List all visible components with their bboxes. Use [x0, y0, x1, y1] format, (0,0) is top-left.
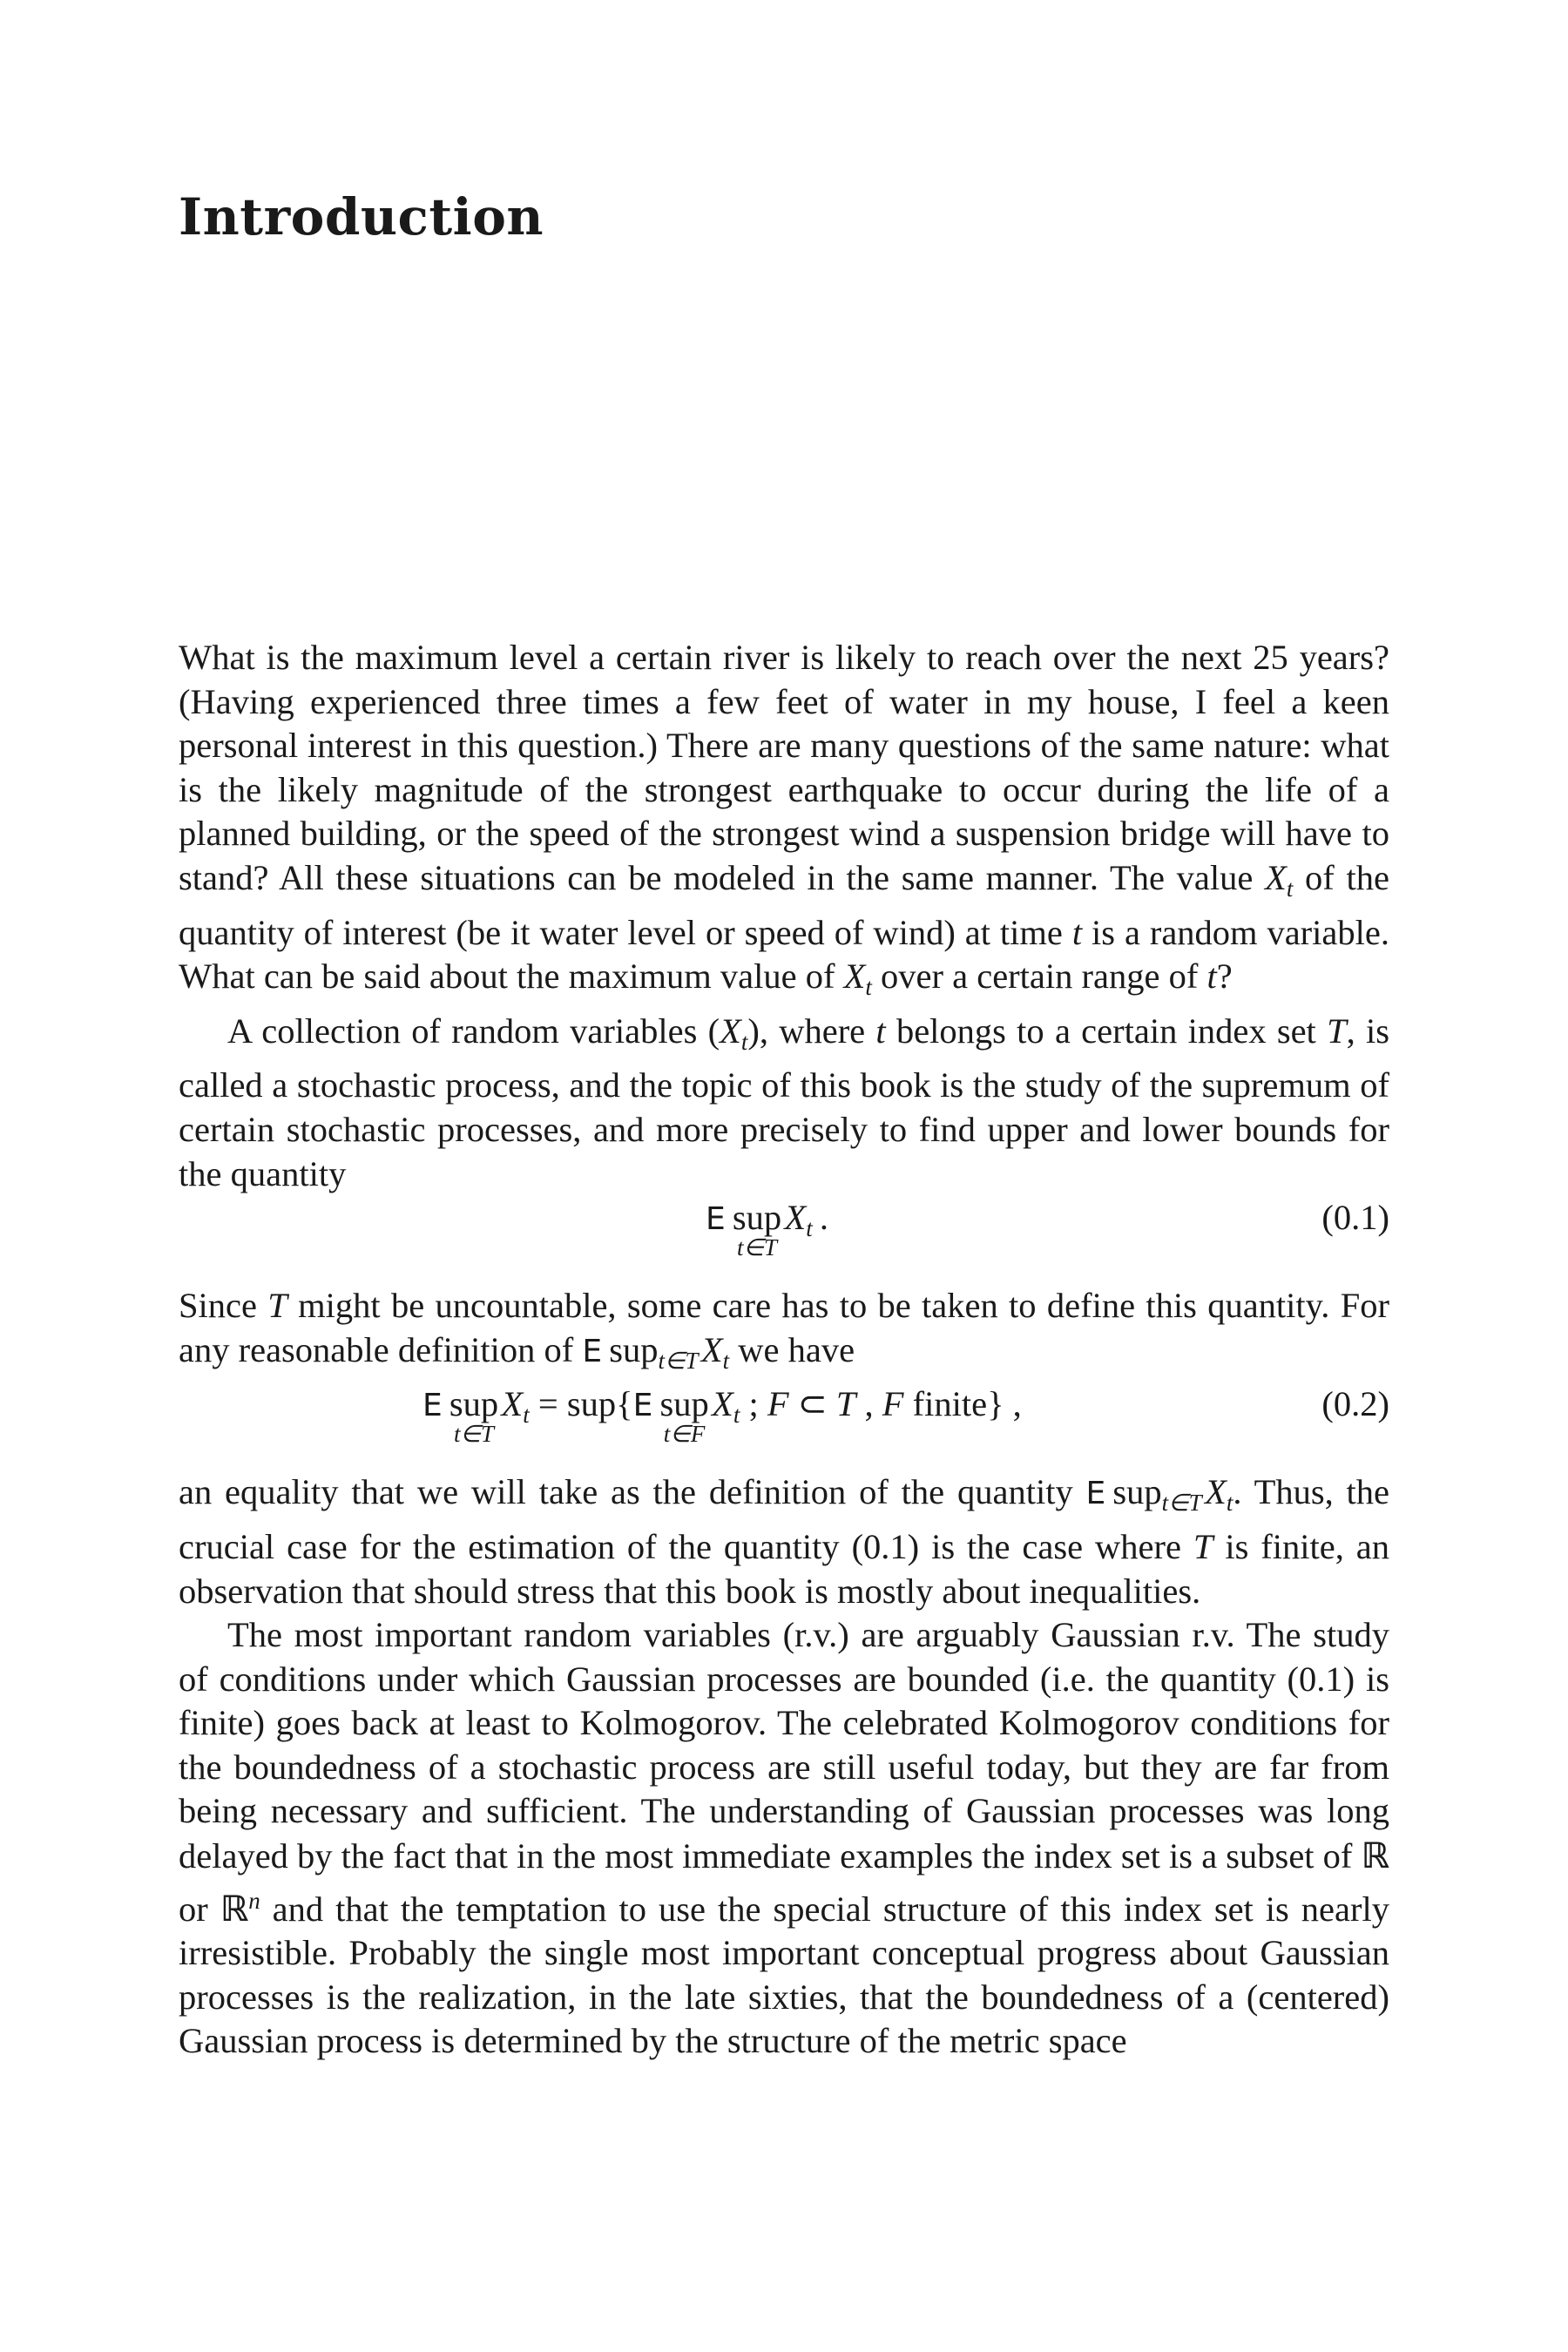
chapter-heading: Introduction: [179, 187, 544, 247]
math-x-t: $X_t$: [720, 1010, 748, 1055]
math-e-sup: E sup$_{t\in T}$ $X_t$: [1085, 1472, 1233, 1517]
paragraph-2-text: A collection of random variables (: [227, 1010, 720, 1051]
paragraph-2: [179, 1010, 1389, 1196]
paragraph-2-text-b: ), where: [747, 1010, 876, 1051]
paragraph-3-text-c: we have: [729, 1329, 855, 1369]
paragraph-3-text: Since: [179, 1286, 268, 1326]
paragraph-1-text: What is the maximum level a certain river is likely to reach over the next 25 years? (Having experienced three times a few feet of water in my house, I feel a keen personal interest in this question.) There are many questions of the same nature: what is the likely magnitude of the strongest earthquake to occur during the life of a planned building, or the speed of the strongest wind a suspension bridge will have to stand? All these situations can be modeled in the same manner. The value: [179, 638, 1389, 897]
math-t: t: [875, 1010, 886, 1051]
math-T: T: [1327, 1010, 1347, 1051]
paragraph-5: [179, 1613, 1389, 2064]
paragraph-1-text-c: is a random variable. What can be said about the maximum value of: [179, 912, 1390, 997]
equation-0-1: [179, 1196, 1389, 1284]
paragraph-1-text-b: of the quantity of interest (be it water level or speed of wind) at time: [179, 857, 1389, 952]
math-x-t: $X_t$: [843, 956, 872, 1001]
paragraph-5-text-c: and that the temptation to use the special structure of this index set is nearly irresistible. Probably the single most important conceptual progress about Gaussian processes is the realization, in the late sixties, that the boundedness of a (centered) Gaussian process is determined by the structure of the metric space: [179, 1889, 1389, 2061]
body-text: [179, 636, 1389, 2064]
equation-number: (0.2): [1321, 1384, 1389, 1424]
paragraph-4-text: an equality that we will take as the definition of the quantity: [179, 1472, 1086, 1512]
math-T: T: [1193, 1526, 1213, 1566]
paragraph-4-text-b: Thus, the crucial case for the estimation of the quantity (0.1) is the case where: [179, 1472, 1389, 1566]
equation-0-1-body: E sup t∈T $X_t$ .: [706, 1198, 829, 1261]
math-e-sup: E sup$_{t\in T}$ $X_t$: [582, 1329, 730, 1374]
math-reals: ℝ: [1361, 1835, 1389, 1877]
paragraph-4-text-c: is finite, an observation that should stress that this book is mostly about inequalities.: [179, 1526, 1389, 1611]
paragraph-3: [179, 1284, 1389, 1382]
paragraph-1: What is the maximum level a certain river is likely to reach over the next 25 years? (Having experienced three times a few feet of water in my house, I feel a keen personal interest in this question.) There are many questions of the same nature: what is the likely magnitude of the strongest earthquake to occur during the life of a planned building, or the speed of the strongest wind a suspension bridge will have to stand? All these situations can be modeled in the same manner. The value $X_t$ of the quantity of interest (be it water level or speed of wind) at time t is a random variable. What can be said about the maximum value of $X_t$ over a certain range of t?: [179, 638, 1390, 1001]
paragraph-1-text-d: over a certain range of: [871, 956, 1207, 997]
math-x-t: $X_t$: [1265, 857, 1294, 902]
equation-0-2: [179, 1382, 1389, 1470]
equation-word-finite: finite: [912, 1384, 988, 1424]
paragraph-4: an equality that we will take as the definition of the quantity E sup$_{t\in T}$ $X_t$. Thus, the crucial case for the estimation of the quantity (0.1) is the case where T is finite, an observation that should stress that this book is mostly about inequalities.: [179, 1472, 1389, 1611]
math-T: T: [267, 1286, 287, 1326]
math-t: t: [1206, 956, 1217, 997]
math-t: t: [1071, 912, 1083, 952]
equation-number: (0.1): [1321, 1198, 1389, 1238]
paragraph-2-text-c: belongs to a certain index set: [885, 1010, 1328, 1051]
math-reals-n: ℝ$^n$: [220, 1887, 260, 1930]
paragraph-5-text-b: or: [179, 1889, 220, 1929]
paragraph-3-text-b: might be uncountable, some care has to be taken to define this quantity. For any reasonable definition of: [179, 1286, 1389, 1369]
equation-0-2-body: E sup t∈T $X_t = sup\{E$ sup t∈F $X_t$ ; F ⊂ T , F finite} ,: [422, 1384, 1022, 1448]
paragraph-5-text: The most important random variables (r.v.) are arguably Gaussian r.v. The study of conditions under which Gaussian processes are bounded (i.e. the quantity (0.1) is finite) goes back at least to Kolmogorov. The celebrated Kolmogorov conditions for the boundedness of a stochastic process are still useful today, but they are far from being necessary and sufficient. The understanding of Gaussian processes was long delayed by the fact that in the most immediate examples the index set is a subset of: [179, 1615, 1389, 1876]
paragraph-2-text-d: , is called a stochastic process, and the topic of this book is the study of the supremum of certain stochastic processes, and more precisely to find upper and lower bounds for the quantity: [179, 1010, 1389, 1193]
